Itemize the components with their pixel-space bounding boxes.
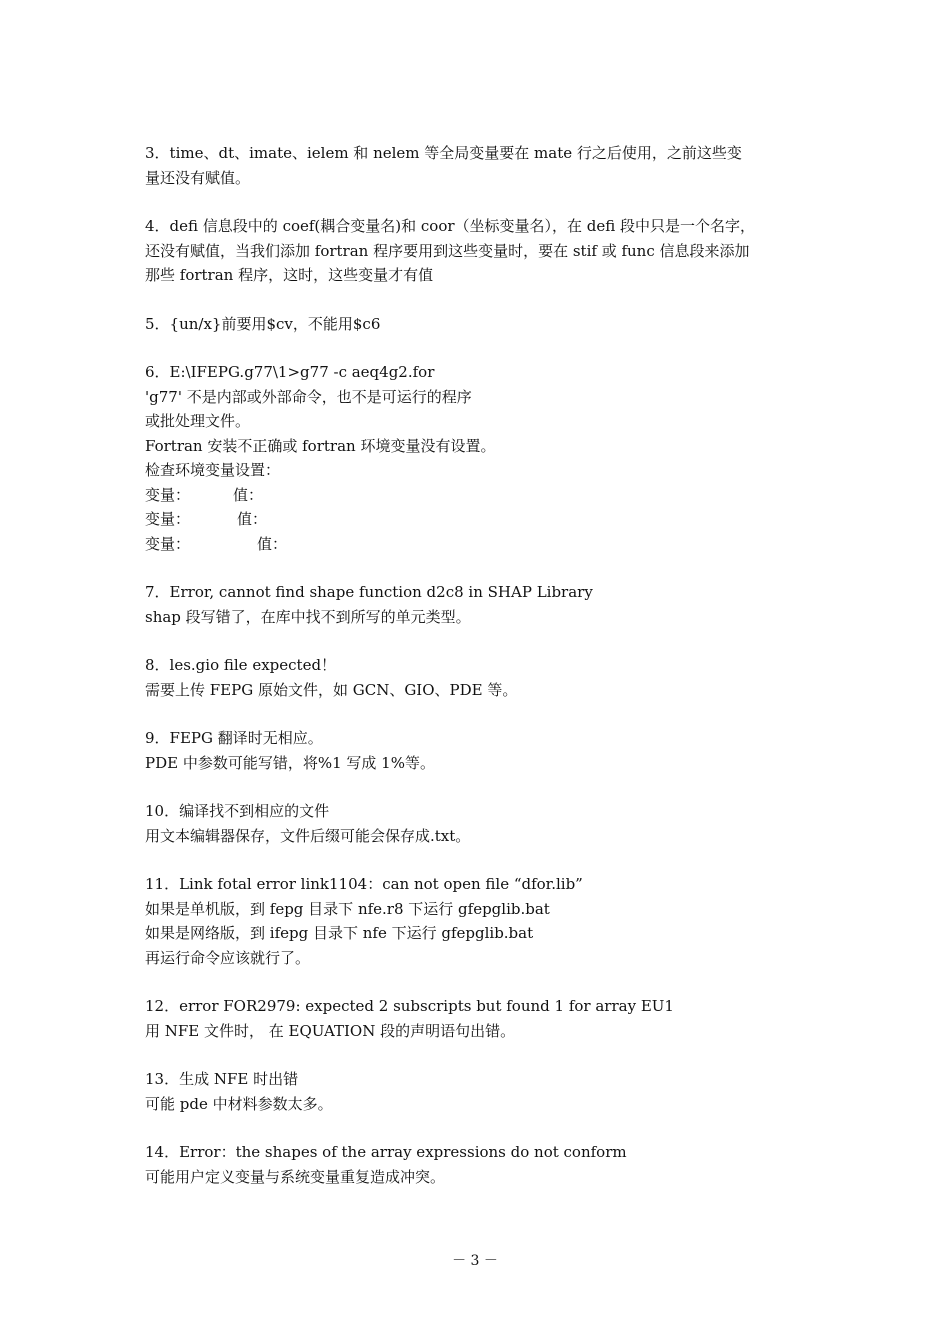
text-line: shap 段写错了，在库中找不到所写的单元类型。 xyxy=(145,607,471,626)
note-item-11 xyxy=(145,872,810,970)
text-line: 12．error FOR2979: expected 2 subscripts but found 1 for array EU1 xyxy=(145,997,674,1015)
document-body xyxy=(145,141,810,1213)
text-line: 可能用户定义变量与系统变量重复造成冲突。 xyxy=(145,1167,446,1186)
note-item-14 xyxy=(145,1140,810,1189)
var-label: 变量： xyxy=(145,510,191,528)
note-item-12 xyxy=(145,994,810,1043)
text-line: 6．E:\IFEPG.g77\1>g77 -c aeq4g2.for xyxy=(145,363,435,381)
text-line: 可能 pde 中材料参数太多。 xyxy=(145,1094,333,1113)
note-item-4 xyxy=(145,214,810,288)
var-label: 变量： xyxy=(145,485,191,504)
note-item-10 xyxy=(145,799,810,848)
text-line: 用 NFE 文件时， 在 EQUATION 段的声明语句出错。 xyxy=(145,1021,516,1040)
text-line: 11．Link fotal error link1104：can not open file “dfor.lib” xyxy=(145,875,583,893)
note-item-5 xyxy=(145,312,810,337)
text-line: 需要上传 FEPG 原始文件，如 GCN、GIO、PDE 等。 xyxy=(145,680,518,699)
note-item-6 xyxy=(145,360,810,556)
var-value: 值： xyxy=(233,485,264,504)
env-var-row xyxy=(145,483,810,508)
text-line: 4．defi 信息段中的 coef(耦合变量名)和 coor（坐标变量名），在 defi 段中只是一个名字， xyxy=(145,217,756,235)
text-line: 如果是单机版，到 fepg 目录下 nfe.r8 下运行 gfepglib.bat xyxy=(145,899,550,918)
text-line: Fortran 安装不正确或 fortran 环境变量没有设置。 xyxy=(145,436,496,455)
env-var-row xyxy=(145,532,810,557)
note-item-13 xyxy=(145,1067,810,1116)
var-label: 变量： xyxy=(145,534,191,553)
text-line: 用文本编辑器保存，文件后缀可能会保存成.txt。 xyxy=(145,826,471,845)
text-line: 9．FEPG 翻译时无相应。 xyxy=(145,729,323,747)
text-line: 如果是网络版，到 ifepg 目录下 nfe 下运行 gfepglib.bat xyxy=(145,924,534,942)
text-line: 3．time、dt、imate、ielem 和 nelem 等全局变量要在 mate 行之后使用，之前这些变 xyxy=(145,144,742,162)
var-value: 值： xyxy=(237,510,268,528)
note-item-7 xyxy=(145,580,810,629)
text-line: 检查环境变量设置： xyxy=(145,461,281,479)
note-item-8 xyxy=(145,653,810,702)
var-value: 值： xyxy=(257,534,288,553)
note-item-9 xyxy=(145,726,810,775)
text-line: 那些 fortran 程序，这时，这些变量才有值 xyxy=(145,266,434,284)
text-line: 5．{un/x}前要用$cv，不能用$c6 xyxy=(145,314,381,333)
env-var-row xyxy=(145,507,810,532)
text-line: 7．Error, cannot find shape function d2c8 in SHAP Library xyxy=(145,583,593,601)
text-line: PDE 中参数可能写错，将%1 写成 1%等。 xyxy=(145,753,435,772)
text-line: 10．编译找不到相应的文件 xyxy=(145,802,330,820)
text-line: 14．Error：the shapes of the array expressions do not conform xyxy=(145,1143,627,1161)
text-line: 13．生成 NFE 时出错 xyxy=(145,1070,299,1088)
text-line: 再运行命令应该就行了。 xyxy=(145,948,311,967)
text-line: 还没有赋值，当我们添加 fortran 程序要用到这些变量时，要在 stif 或 func 信息段来添加 xyxy=(145,241,750,260)
note-item-3 xyxy=(145,141,810,190)
text-line: 量还没有赋值。 xyxy=(145,168,251,187)
page-number: － 3 － xyxy=(452,1253,498,1269)
text-line: 8．les.gio file expected！ xyxy=(145,656,337,674)
text-line: 'g77' 不是内部或外部命令，也不是可运行的程序 xyxy=(145,387,472,406)
text-line: 或批处理文件。 xyxy=(145,412,251,430)
